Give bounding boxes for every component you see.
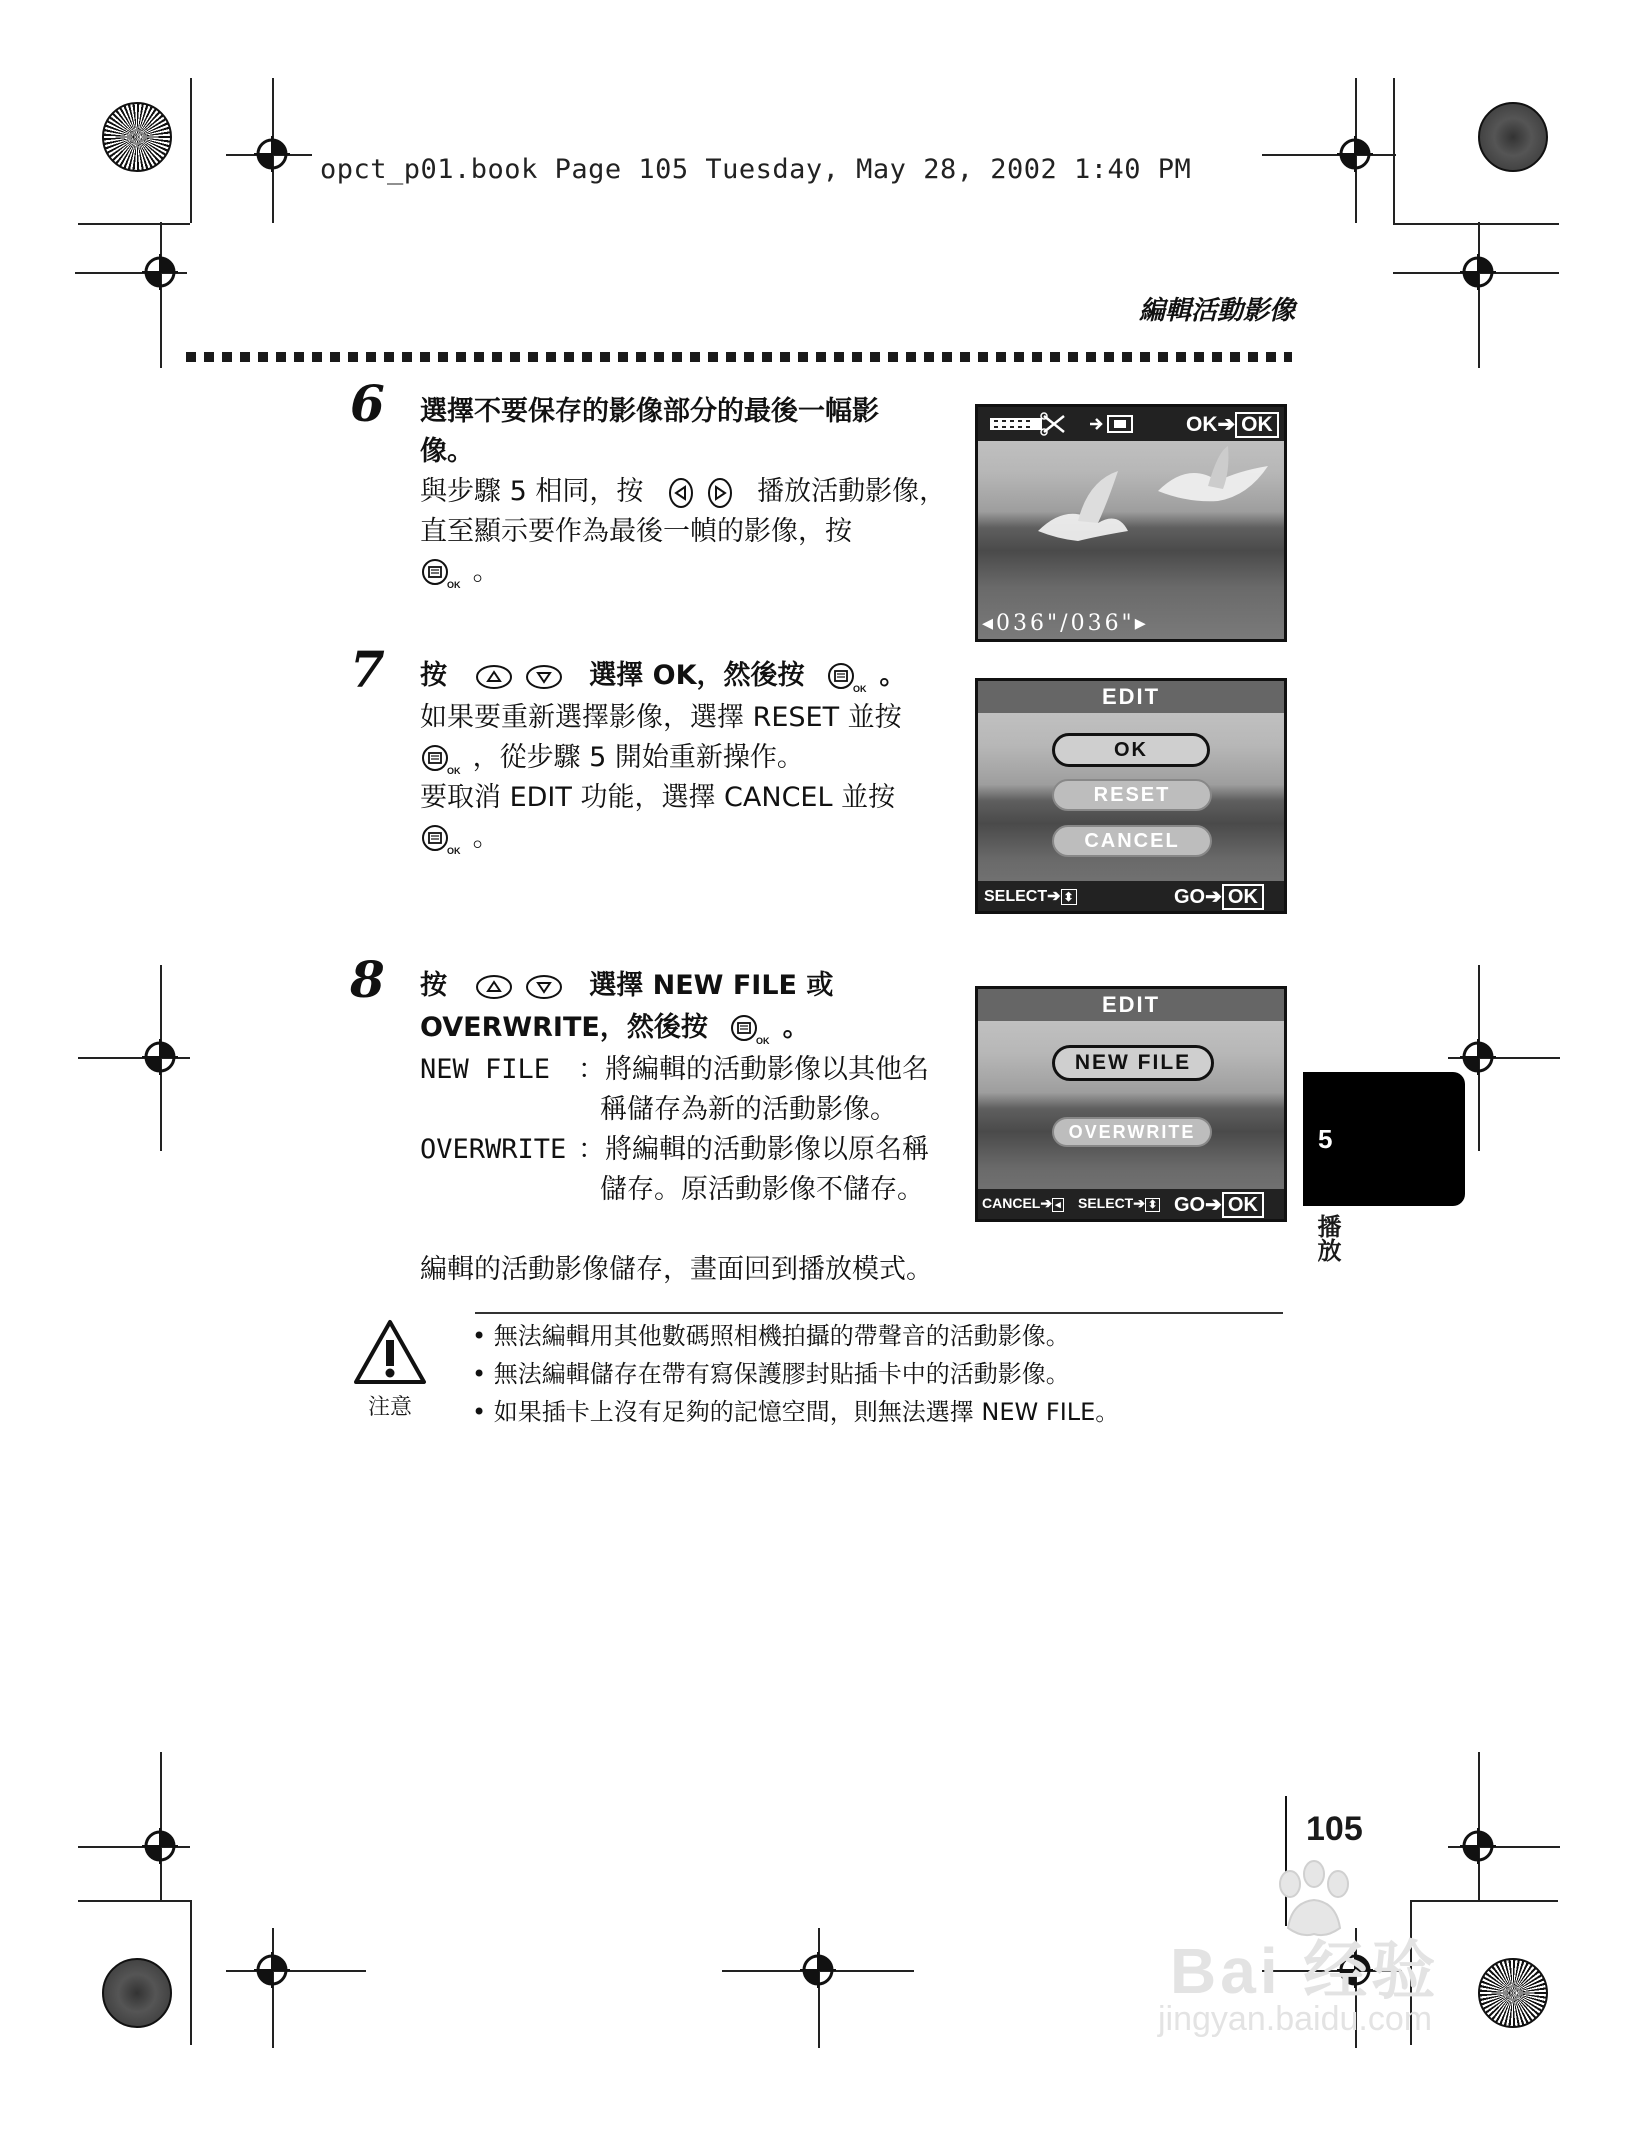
chapter-number: 5 <box>1318 1124 1333 1154</box>
arrow-icon: ➔ <box>1133 1195 1145 1211</box>
svg-text:OK: OK <box>852 683 867 694</box>
left-arrow-button-icon <box>666 476 696 510</box>
step-title: 選擇不要保存的影像部分的最後一幅影 <box>420 396 879 427</box>
camera-screen-edit-confirm <box>975 678 1287 914</box>
step-title-line <box>420 1008 810 1048</box>
crosshair-icon <box>1460 1039 1496 1075</box>
camera-screen-trim <box>975 404 1287 642</box>
body-text: ，從步驟 5 開始重新操作。 <box>472 742 804 773</box>
step-title: 。 <box>782 1012 810 1043</box>
step-title-line <box>420 656 906 696</box>
ok-button-icon <box>729 1012 773 1046</box>
menu-option-cancel[interactable]: CANCEL <box>1052 825 1212 857</box>
right-arrow-button-icon <box>705 476 735 510</box>
menu-option-new-file[interactable]: NEW FILE <box>1052 1045 1214 1081</box>
body-text: 。 <box>472 556 500 587</box>
screen-top-bar <box>978 407 1284 441</box>
page-number: 105 <box>1306 1810 1363 1848</box>
ok-box: OK <box>1222 884 1264 910</box>
arrow-icon: ➔ <box>1205 1194 1222 1216</box>
step-body-line <box>420 738 804 778</box>
left-triangle-icon: ◂ <box>982 611 997 636</box>
step-title-cont: 像。 <box>420 436 474 467</box>
crosshair-icon <box>142 254 178 290</box>
chapter-label: 播放 <box>1313 1214 1341 1262</box>
svg-text:OK: OK <box>447 765 461 776</box>
arrow-icon: ➔ <box>1205 886 1222 908</box>
gray-patch-icon <box>1478 102 1548 172</box>
go-label: GO <box>1174 886 1206 908</box>
running-title: 編輯活動影像 <box>1138 296 1295 326</box>
caution-item: • 無法編輯用其他數碼照相機拍攝的帶聲音的活動影像。 <box>472 1322 1070 1350</box>
arrow-frame-icon <box>1088 413 1138 435</box>
step-title: 按 <box>420 660 447 691</box>
menu-option-reset[interactable]: RESET <box>1052 779 1212 811</box>
watermark-url: jingyan.baidu.com <box>1158 2000 1433 2038</box>
screen-bottom-bar <box>978 1189 1284 1219</box>
crosshair-icon <box>800 1952 836 1988</box>
up-arrow-button-icon <box>474 972 514 1002</box>
step-body-line <box>420 818 500 858</box>
svg-text:OK: OK <box>447 579 461 590</box>
definition-text: 稱儲存為新的活動影像。 <box>600 1094 897 1125</box>
updown-icon: ⬍ <box>1145 1198 1160 1212</box>
screen-bottom-bar <box>978 881 1284 911</box>
definition-text: ：將編輯的活動影像以原名稱 <box>578 1134 929 1165</box>
ok-button-icon <box>420 822 464 856</box>
arrow-icon: ➔ <box>1040 1195 1053 1211</box>
camera-screen-edit-save <box>975 986 1287 1222</box>
cancel-label: CANCEL <box>982 1195 1041 1211</box>
crosshair-icon <box>142 1039 178 1075</box>
down-arrow-button-icon <box>524 662 564 692</box>
select-label: SELECT <box>1078 1195 1134 1211</box>
film-scissors-icon <box>988 412 1078 436</box>
arrow-icon: ➔ <box>1217 413 1236 436</box>
go-hint <box>1174 1192 1264 1218</box>
select-hint <box>1078 1195 1160 1212</box>
menu-option-ok[interactable]: OK <box>1052 733 1210 767</box>
svg-text:OK: OK <box>447 845 461 856</box>
down-arrow-button-icon <box>524 972 564 1002</box>
go-hint <box>1174 884 1264 910</box>
step-title: 選擇 OK，然後按 <box>589 660 805 691</box>
select-label: SELECT <box>984 888 1048 905</box>
step-body-line: 直至顯示要作為最後一幀的影像，按 <box>420 516 852 547</box>
result-text: 編輯的活動影像儲存，畫面回到播放模式。 <box>420 1254 933 1285</box>
dotted-divider <box>186 352 1292 362</box>
body-text: 與步驟 5 相同，按 <box>420 476 644 507</box>
step-number: 6 <box>350 374 385 433</box>
crosshair-icon <box>254 136 290 172</box>
up-arrow-button-icon <box>474 662 514 692</box>
definition-text: ：將編輯的活動影像以其他名 <box>578 1054 929 1085</box>
menu-option-overwrite[interactable]: OVERWRITE <box>1052 1117 1212 1147</box>
step-title: 。 <box>879 660 907 691</box>
color-rosette-icon <box>1478 1958 1548 2028</box>
caution-item: • 無法編輯儲存在帶有寫保護膠封貼插卡中的活動影像。 <box>472 1360 1070 1388</box>
step-title: OVERWRITE，然後按 <box>420 1012 708 1043</box>
updown-icon: ⬍ <box>1061 889 1077 905</box>
step-number: 8 <box>350 950 385 1009</box>
crosshair-icon <box>1460 1828 1496 1864</box>
ok-button-icon <box>420 556 464 590</box>
step-body-line <box>420 472 946 512</box>
left-box-icon: ◂ <box>1052 1198 1064 1212</box>
definition-term: OVERWRITE <box>420 1134 567 1165</box>
screen-title: EDIT <box>978 989 1284 1021</box>
select-hint <box>984 886 1077 906</box>
go-label: GO <box>1174 1194 1206 1216</box>
definition-text: 儲存。原活動影像不儲存。 <box>600 1174 924 1205</box>
ok-button-icon <box>420 742 464 776</box>
ok-hint-label: OK <box>1186 413 1218 436</box>
caution-item: • 如果插卡上沒有足夠的記憶空間，則無法選擇 NEW FILE。 <box>472 1398 1120 1426</box>
crosshair-icon <box>1337 136 1373 172</box>
caution-label: 注意 <box>368 1395 413 1420</box>
watermark-brand: Bai 经验 <box>1170 1935 1440 2007</box>
color-rosette-icon <box>102 102 172 172</box>
crosshair-icon <box>142 1828 178 1864</box>
step-title-line <box>420 966 833 1006</box>
ok-box: OK <box>1235 412 1279 438</box>
arrow-icon: ➔ <box>1047 888 1061 905</box>
ok-box: OK <box>1222 1192 1264 1218</box>
crosshair-icon <box>1460 254 1496 290</box>
body-text: 播放活動影像， <box>757 476 947 507</box>
cancel-hint <box>982 1195 1064 1212</box>
caution-rule <box>475 1312 1283 1314</box>
ok-hint <box>1186 412 1279 438</box>
step-title: 選擇 NEW FILE 或 <box>589 970 834 1001</box>
step-body-line: 如果要重新選擇影像，選擇 RESET 並按 <box>420 702 902 733</box>
step-number: 7 <box>350 640 385 699</box>
counter-value: 036"/036" <box>996 611 1135 636</box>
crosshair-icon <box>254 1952 290 1988</box>
svg-text:OK: OK <box>756 1035 770 1046</box>
screen-title: EDIT <box>978 681 1284 713</box>
gray-patch-icon <box>102 1958 172 2028</box>
step-title: 按 <box>420 970 447 1001</box>
file-info-header: opct_p01.book Page 105 Tuesday, May 28, 2002 1:40 PM <box>320 154 1192 185</box>
definition-term: NEW FILE <box>420 1054 551 1085</box>
step-body-line <box>420 552 500 592</box>
step-body-line: 要取消 EDIT 功能，選擇 CANCEL 並按 <box>420 782 896 813</box>
ok-button-icon <box>826 660 870 694</box>
right-triangle-icon: ▸ <box>1134 611 1149 636</box>
body-text: 。 <box>472 822 500 853</box>
warning-triangle-icon <box>352 1318 428 1386</box>
frame-counter <box>982 611 1149 636</box>
seagull-image <box>978 441 1284 605</box>
